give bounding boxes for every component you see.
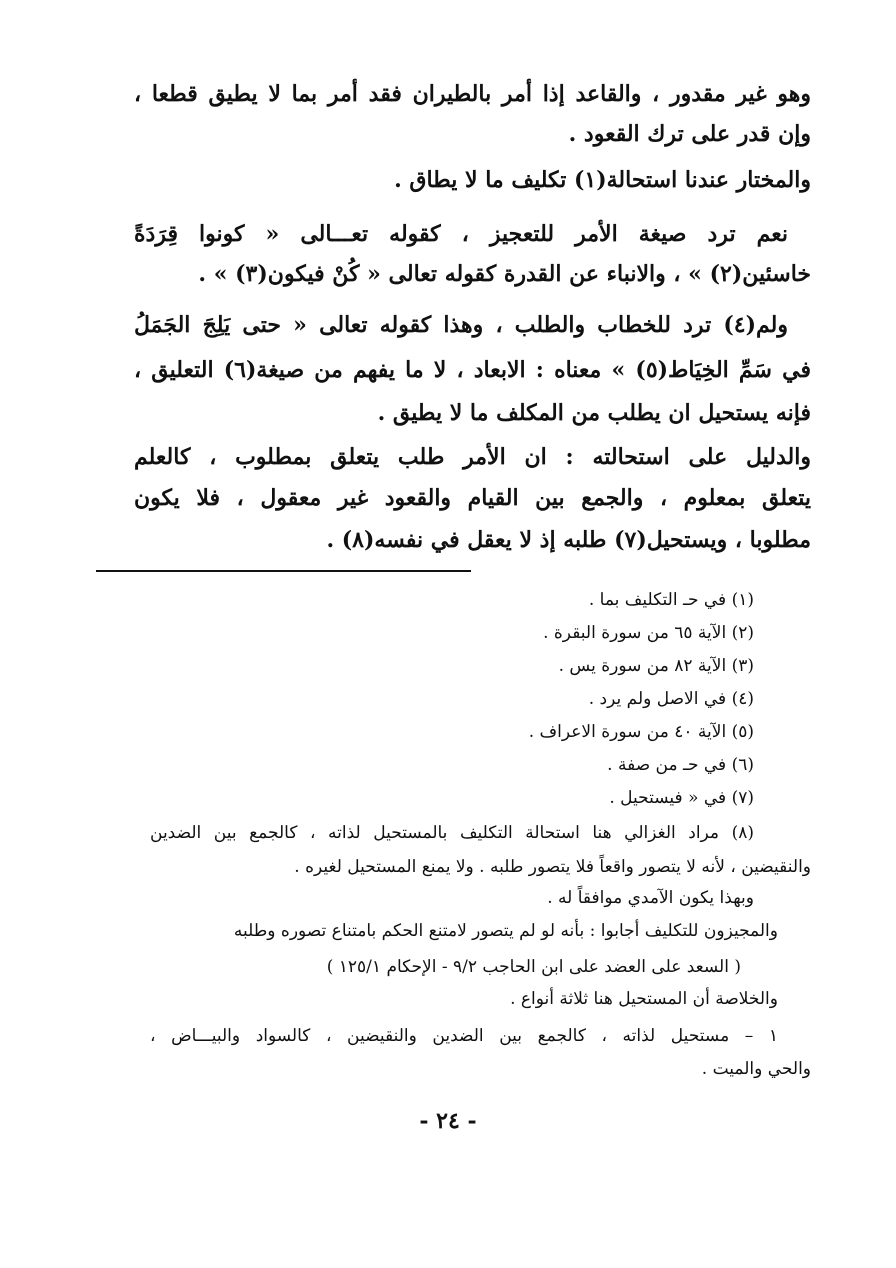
footnote-6: (٦) في حـ من صفة . [607,755,754,775]
body-line-7: في سَمِّ الخِيَاط(٥) » معناه : الابعاد ، لا ما يفهم من صيغة(٦) التعليق ، [134,357,811,383]
footnote-7: (٧) في « فيستحيل . [609,788,754,808]
footnote-4: (٤) في الاصل ولم يرد . [588,689,754,709]
footnote-8-line-3: وبهذا يكون الآمدي موافقاً له . [547,888,754,908]
body-line-5: خاسئين(٢) » ، والانباء عن القدرة كقوله تعالى « كُنْ فيكون(٣) » . [198,261,811,287]
body-line-1: وهو غير مقدور ، والقاعد إذا أمر بالطيران فقد أمر بما لا يطيق قطعا ، [134,81,811,107]
body-line-9: والدليل على استحالته : ان الأمر طلب يتعلق بمطلوب ، كالعلم [134,444,811,470]
footnote-8-line-7: ١ – مستحيل لذاته ، كالجمع بين الضدين والنقيضين ، كالسواد والبيـــاض ، [150,1026,778,1046]
body-line-10: يتعلق بمعلوم ، والجمع بين القيام والقعود غير معقول ، فلا يكون [134,485,811,511]
footnote-3: (٣) الآية ٨٢ من سورة يس . [558,656,754,676]
footnote-8-line-1: (٨) مراد الغزالي هنا استحالة التكليف بالمستحيل لذاته ، كالجمع بين الضدين [150,823,754,843]
footnote-2: (٢) الآية ٦٥ من سورة البقرة . [543,623,754,643]
body-line-3: والمختار عندنا استحالة(١) تكليف ما لا يطاق . [394,167,811,193]
footnote-8-line-6: والخلاصة أن المستحيل هنا ثلاثة أنواع . [510,989,778,1009]
body-line-6: ولم(٤) ترد للخطاب والطلب ، وهذا كقوله تعالى « حتى يَلِجَ الجَمَلُ [134,312,788,338]
footnote-8-line-4: والمجيزون للتكليف أجابوا : بأنه لو لم يتصور لامتنع الحكم بامتناع تصوره وطلبه [233,921,778,941]
footnote-separator [96,570,471,572]
body-line-2: وإن قدر على ترك القعود . [568,121,811,147]
footnote-8-line-8: والحي والميت . [701,1059,811,1079]
footnote-5: (٥) الآية ٤٠ من سورة الاعراف . [528,722,754,742]
body-line-4: نعم ترد صيغة الأمر للتعجيز ، كقوله تعـــالى « كونوا قِرَدَةً [134,221,788,247]
footnote-1: (١) في حـ التكليف بما . [588,590,754,610]
body-line-11: مطلوبا ، ويستحيل(٧) طلبه إذ لا يعقل في نفسه(٨) . [326,527,811,553]
page-number: - ٢٤ - [419,1108,477,1134]
footnote-8-line-5: ( السعد على العضد على ابن الحاجب ٩/٢ - الإحكام ١٢٥/١ ) [326,957,741,977]
footnote-8-line-2: والنقيضين ، لأنه لا يتصور واقعاً فلا يتصور طلبه . ولا يمنع المستحيل لغيره . [294,857,811,877]
body-line-8: فإنه يستحيل ان يطلب من المكلف ما لا يطيق . [377,400,811,426]
